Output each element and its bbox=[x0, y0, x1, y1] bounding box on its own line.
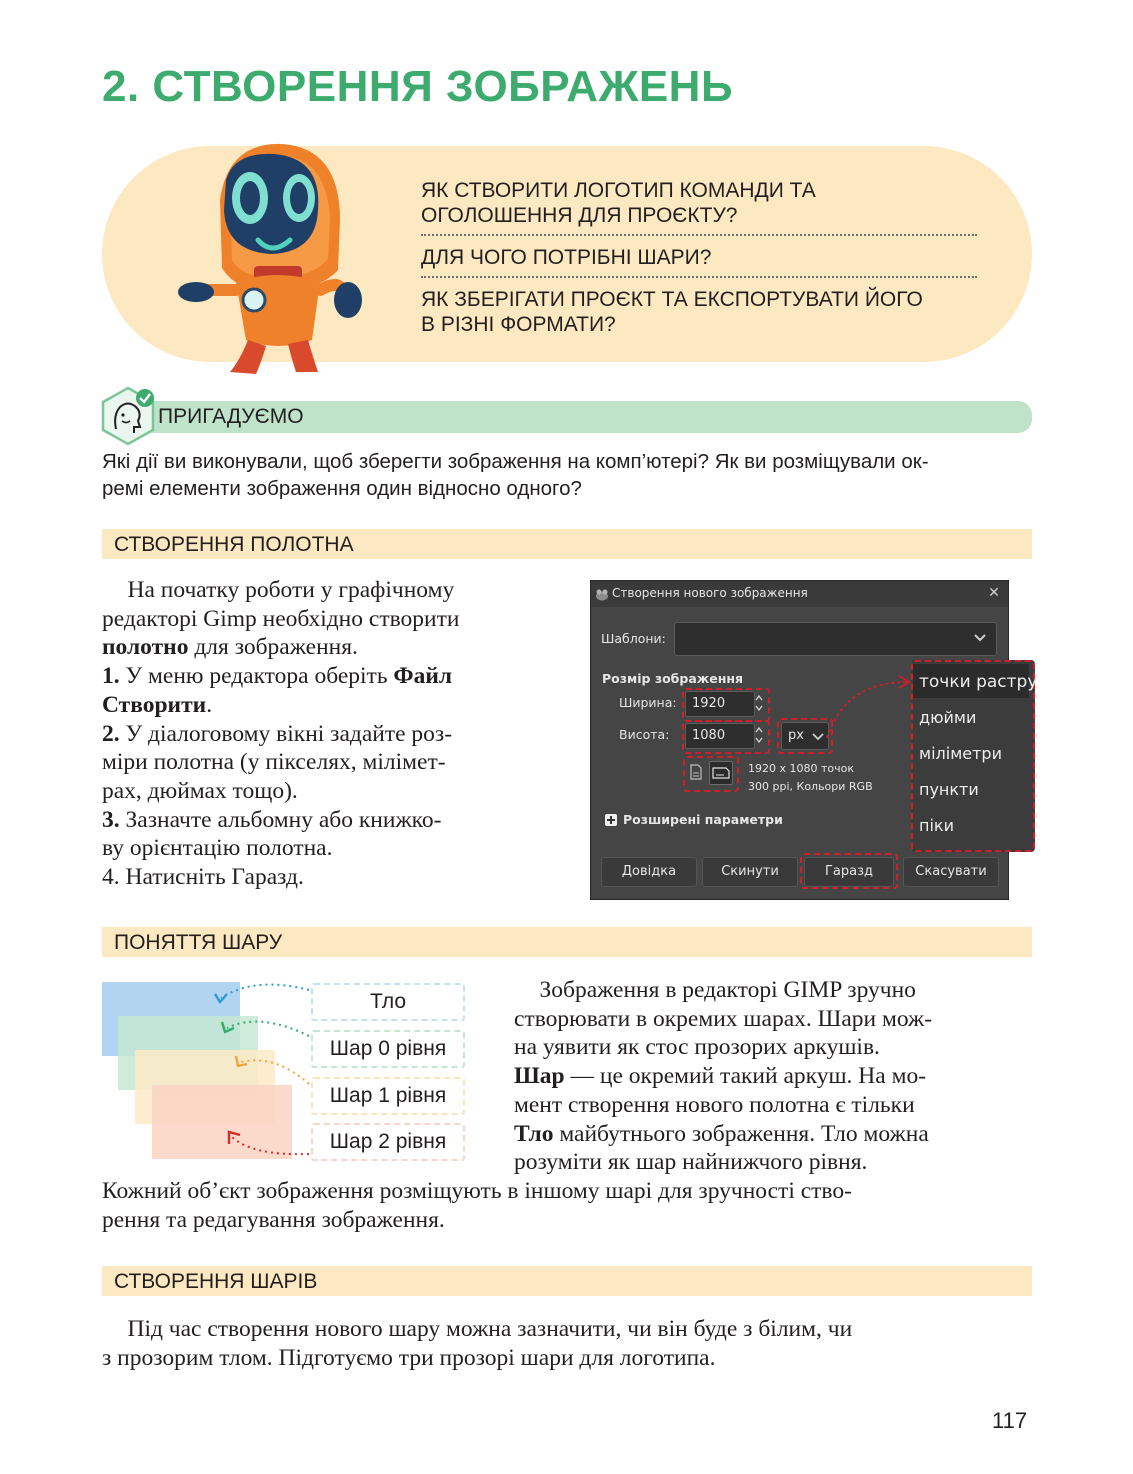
width-input[interactable]: 1920 bbox=[685, 691, 755, 717]
unit-select[interactable]: px bbox=[781, 722, 829, 750]
help-button[interactable]: Довідка bbox=[601, 857, 697, 887]
dialog-title: Створення нового зображення bbox=[612, 586, 808, 600]
units-menu-item[interactable]: точки растру bbox=[919, 672, 1038, 692]
recall-head-icon bbox=[100, 385, 160, 447]
width-stepper-icon[interactable] bbox=[754, 692, 764, 714]
height-label: Висота: bbox=[619, 727, 670, 742]
reset-button[interactable]: Скинути bbox=[702, 857, 798, 887]
landscape-icon bbox=[712, 766, 730, 780]
layer-text: Зображення в редакторі GIMP зручно створювати в окремих шарах. Шари мож- на уявити як стос прозорих аркушів. Шар — це окремий такий аркуш. На мо- мент створення нового полотна є тільки Тло майбутнього зображення. Тло можна розуміти як шар найнижчого рівня. bbox=[514, 977, 933, 1176]
layer-label-0: Шар 0 рівня bbox=[311, 1030, 465, 1068]
cancel-button[interactable]: Скасувати bbox=[903, 857, 999, 887]
image-size-label: Розмір зображення bbox=[602, 671, 743, 686]
advanced-options-label[interactable]: Розширені параметри bbox=[623, 812, 783, 827]
units-menu-item[interactable]: міліметри bbox=[919, 744, 1002, 763]
section-title-canvas: СТВОРЕННЯ ПОЛОТНА bbox=[114, 533, 354, 556]
units-menu-item[interactable]: дюйми bbox=[919, 708, 977, 727]
height-stepper-icon[interactable] bbox=[754, 724, 764, 746]
dialog-titlebar bbox=[591, 581, 1008, 607]
ok-button[interactable]: Гаразд bbox=[804, 857, 894, 887]
gimp-logo-icon bbox=[594, 586, 610, 602]
robot-illustration bbox=[170, 140, 370, 376]
landscape-button[interactable] bbox=[709, 761, 733, 785]
page-number: 117 bbox=[992, 1408, 1028, 1433]
units-menu-item[interactable]: піки bbox=[919, 816, 954, 835]
section-title-layer: ПОНЯТТЯ ШАРУ bbox=[114, 931, 283, 954]
portrait-icon[interactable] bbox=[689, 764, 703, 780]
intro-question-1: ЯК СТВОРИТИ ЛОГОТИП КОМАНДИ ТА ОГОЛОШЕННЯ ДЛЯ ПРОЄКТУ? bbox=[421, 179, 816, 227]
section-title-layers-create: СТВОРЕННЯ ШАРІВ bbox=[114, 1270, 318, 1293]
layers-create-text: Під час створення нового шару можна зазначити, чи він буде з білим, чи з прозорим тлом. Підготуємо три прозорі шари для логотипа. bbox=[102, 1316, 853, 1371]
close-icon[interactable]: ✕ bbox=[988, 585, 1000, 601]
chapter-title: 2. СТВОРЕННЯ ЗОБРАЖЕНЬ bbox=[102, 62, 734, 111]
recall-label: ПРИГАДУЄМО bbox=[158, 405, 304, 428]
chevron-down-icon bbox=[973, 633, 987, 643]
units-dropdown-menu bbox=[911, 660, 1038, 852]
units-arrow bbox=[825, 672, 915, 742]
layer-text-full: Кожний об’єкт зображення розміщують в іншому шарі для зручності ство- рення та редагування зображення. bbox=[102, 1178, 852, 1233]
intro-question-2: ДЛЯ ЧОГО ПОТРІБНІ ШАРИ? bbox=[421, 246, 712, 269]
image-info-line1: 1920 x 1080 точок bbox=[748, 762, 854, 775]
expand-icon[interactable] bbox=[605, 814, 617, 826]
canvas-text: На початку роботи у графічному редакторі Gimp необхідно створити полотно для зображення. 1. У меню редактора оберіть Файл Створити. 2. У діалоговому вікні задайте роз- міри полотна (у пікселях, мілімет- рах, дюймах тощо). 3. Зазначте альбомну або книжко- ву орієнтацію полотна. 4. Натисніть Гаразд. bbox=[102, 577, 460, 891]
height-input[interactable]: 1080 bbox=[685, 723, 755, 749]
layer-label-2: Шар 2 рівня bbox=[311, 1123, 465, 1161]
recall-text: Які дії ви виконували, щоб зберегти зображення на комп’ютері? Як ви розміщували ок- ремі елементи зображення один відносно одного? bbox=[102, 450, 929, 500]
question-separator bbox=[421, 276, 977, 278]
layer-label-background: Тло bbox=[311, 983, 465, 1021]
width-label: Ширина: bbox=[619, 695, 677, 710]
question-separator bbox=[421, 234, 977, 236]
templates-label: Шаблони: bbox=[601, 631, 666, 646]
templates-select[interactable] bbox=[674, 622, 997, 656]
image-info-line2: 300 ppi, Кольори RGB bbox=[748, 780, 873, 793]
layer-arrows bbox=[205, 978, 315, 1163]
intro-question-3: ЯК ЗБЕРІГАТИ ПРОЄКТ ТА ЕКСПОРТУВАТИ ЙОГО В РІЗНІ ФОРМАТИ? bbox=[421, 288, 923, 336]
layer-label-1: Шар 1 рівня bbox=[311, 1077, 465, 1115]
chevron-down-icon bbox=[812, 732, 824, 741]
units-menu-item[interactable]: пункти bbox=[919, 780, 979, 799]
